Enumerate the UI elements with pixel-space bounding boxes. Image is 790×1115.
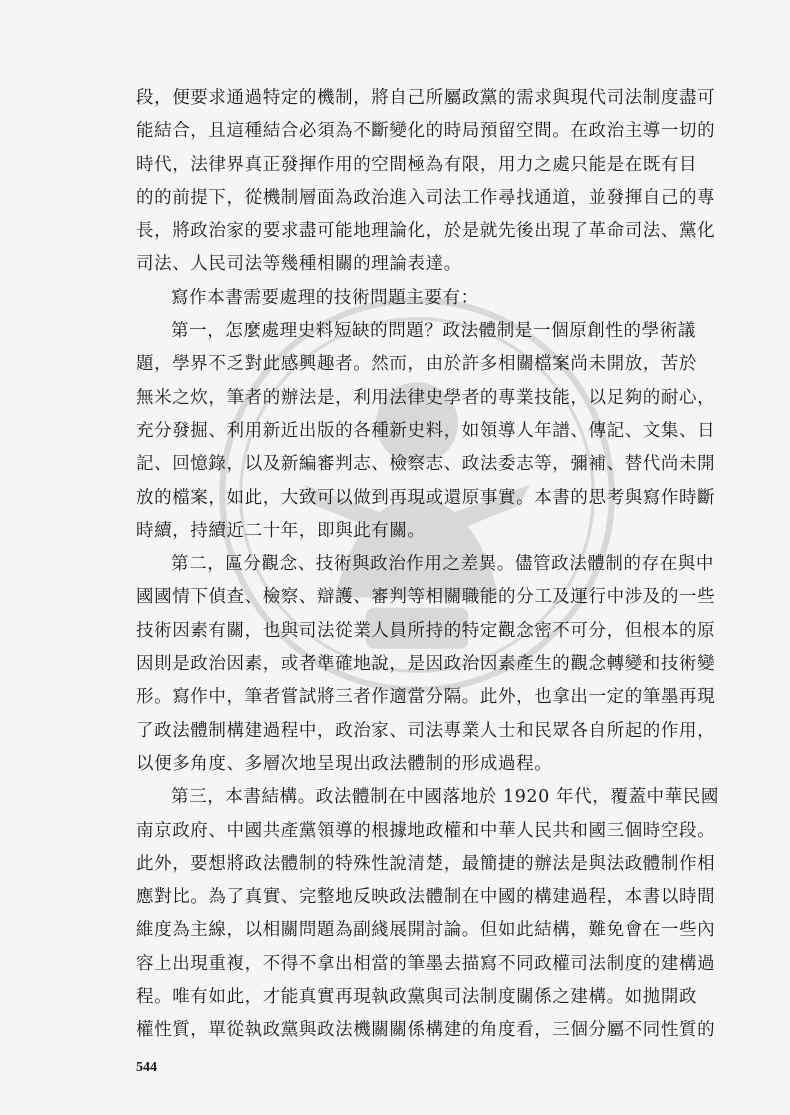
text-line: 記、回憶錄，以及新編審判志、檢察志、政法委志等，彌補、替代尚未開 bbox=[136, 454, 716, 475]
text-line: 因則是政治因素，或者準確地說，是因政治因素產生的觀念轉變和技術變 bbox=[136, 654, 716, 675]
text-line: 時代，法律界真正發揮作用的空間極為有限，用力之處只能是在既有目 bbox=[136, 154, 698, 175]
text-line: 程。唯有如此，才能真實再現執政黨與司法制度關係之建構。如拋開政 bbox=[136, 987, 698, 1008]
text-line: 題，學界不乏對此感興趣者。然而，由於許多相關檔案尚未開放，苦於 bbox=[136, 354, 698, 375]
text-line: 段，便要求通過特定的機制，將自己所屬政黨的需求與現代司法制度盡可 bbox=[136, 88, 716, 108]
text-line: 權性質，單從執政黨與政法機關關係構建的角度看，三個分屬不同性質的 bbox=[136, 1020, 716, 1041]
text-line: 了政法體制構建過程中，政治家、司法專業人士和民眾各自所起的作用， bbox=[136, 720, 716, 741]
text-line: 技術因素有關，也與司法從業人員所持的特定觀念密不可分，但根本的原 bbox=[136, 620, 716, 641]
paragraph bbox=[136, 282, 660, 315]
text-line: 國國情下偵查、檢察、辯護、審判等相關職能的分工及運行中涉及的一些 bbox=[136, 587, 716, 608]
text-line: 此外，要想將政法體制的特殊性說清楚，最簡捷的辦法是與法政體制作相 bbox=[136, 853, 716, 874]
text-line: 第二，區分觀念、技術與政治作用之差異。儘管政法體制的存在與中 bbox=[171, 554, 714, 575]
page-number: 544 bbox=[136, 1060, 157, 1075]
text-line: 以便多角度、多層次地呈現出政法體制的形成過程。 bbox=[136, 753, 553, 774]
paragraph bbox=[136, 548, 716, 781]
paragraph bbox=[136, 781, 719, 1047]
paragraph bbox=[136, 82, 716, 282]
text-line: 時續，持續近二十年，即與此有關。 bbox=[136, 520, 426, 541]
text-line: 應對比。為了真實、完整地反映政法體制在中國的構建過程，本書以時間 bbox=[136, 887, 716, 908]
text-line: 放的檔案，如此，大致可以做到再現或還原事實。本書的思考與寫作時斷 bbox=[136, 487, 716, 508]
text-line: 充分發掘、利用新近出版的各種新史料，如領導人年譜、傳記、文集、日 bbox=[136, 420, 716, 441]
text-line: 的的前提下，從機制層面為政治進入司法工作尋找通道，並發揮自己的專 bbox=[136, 187, 716, 208]
text-line: 能結合，且這種結合必須為不斷變化的時局預留空間。在政治主導一切的 bbox=[136, 121, 716, 142]
text-line: 無米之炊，筆者的辦法是，利用法律史學者的專業技能，以足夠的耐心， bbox=[136, 387, 716, 408]
text-line: 容上出現重複，不得不拿出相當的筆墨去描寫不同政權司法制度的建構過 bbox=[136, 953, 716, 974]
text-line: 維度為主線，以相關問題為副綫展開討論。但如此結構，難免會在一些內 bbox=[136, 920, 716, 941]
body-text bbox=[136, 82, 719, 1048]
text-line: 長，將政治家的要求盡可能地理論化，於是就先後出現了革命司法、黨化 bbox=[136, 221, 716, 242]
text-line: 第一，怎麼處理史料短缺的問題？政法體制是一個原創性的學術議 bbox=[171, 321, 696, 342]
text-line: 第三，本書結構。政法體制在中國落地於 1920 年代，覆蓋中華民國 bbox=[171, 787, 719, 808]
text-line: 寫作本書需要處理的技術問題主要有： bbox=[171, 287, 479, 308]
text-line: 南京政府、中國共產黨領導的根據地政權和中華人民共和國三個時空段。 bbox=[136, 820, 716, 841]
text-line: 司法、人民司法等幾種相關的理論表達。 bbox=[136, 254, 462, 275]
paragraph bbox=[136, 315, 716, 548]
text-line: 形。寫作中，筆者嘗試將三者作適當分隔。此外，也拿出一定的筆墨再現 bbox=[136, 687, 716, 708]
